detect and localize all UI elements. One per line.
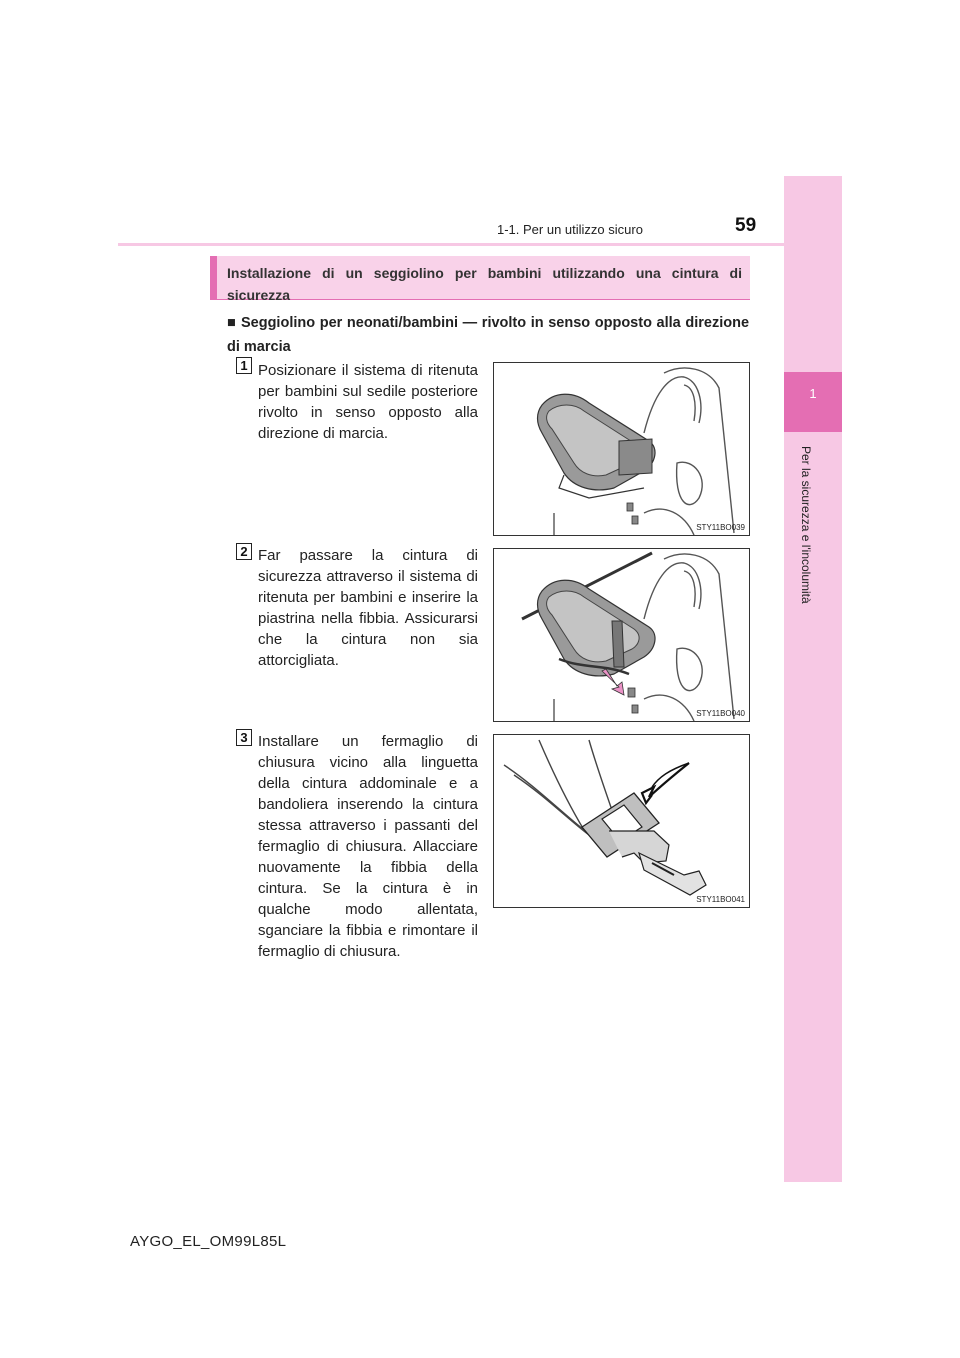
figure-code: STY11BO039 — [696, 523, 745, 532]
step-2-text: Far passare la cintura di sicurezza attraverso il sistema di ritenuta per bambini e inserire la piastrina nella fibbia. Assicurarsi che la cintura non sia attorcigliata. — [258, 547, 478, 669]
chapter-number: 1 — [809, 386, 817, 401]
step-1-text: Posizionare il sistema di ritenuta per bambini sul sedile posteriore rivolto in senso opposto alla direzione di marcia. — [258, 362, 478, 442]
chapter-side-tab — [784, 176, 842, 1182]
step-3-badge: 3 — [236, 729, 252, 746]
step-3-text: Installare un fermaglio di chiusura vicino alla linguetta della cintura addominale e a bandoliera inserendo la cintura stessa attraverso i passanti del fermaglio di chiusura. Allacciare nuovamente la fibbia della cintura. Se la cintura è in qualche modo allentata, sganciare la fibbia e rimontare il fermaglio di chiusura. — [258, 733, 478, 960]
subheading-text: Seggiolino per neonati/bambini — rivolto in senso opposto alla direzione di marcia — [227, 315, 750, 355]
figure-code: STY11BO040 — [696, 709, 745, 718]
step-2-badge: 2 — [236, 543, 252, 560]
figure-locking-clip — [493, 734, 750, 908]
section-title: 1-1. Per un utilizzo sicuro — [497, 222, 643, 237]
chapter-tab-marker — [784, 372, 842, 432]
subheading-bullet: ■ — [227, 315, 237, 331]
figure-code: STY11BO041 — [696, 895, 745, 904]
section-callout — [210, 256, 750, 303]
document-code: AYGO_EL_OM99L85L — [130, 1233, 287, 1250]
callout-title: Installazione di un seggiolino per bambini utilizzando una cintura di sicurezza — [227, 265, 742, 303]
figure-infant-seat-placed — [493, 362, 750, 536]
header-rule — [118, 243, 784, 246]
infant-seat-illustration — [494, 363, 749, 535]
locking-clip-illustration — [494, 735, 749, 907]
figure-belt-routing — [493, 548, 750, 722]
step-1-badge: 1 — [236, 357, 252, 374]
belt-routing-illustration — [494, 549, 749, 721]
page-number: 59 — [735, 215, 757, 236]
subheading — [227, 311, 749, 359]
chapter-title: Per la sicurezza e l'incolumità — [799, 446, 813, 604]
